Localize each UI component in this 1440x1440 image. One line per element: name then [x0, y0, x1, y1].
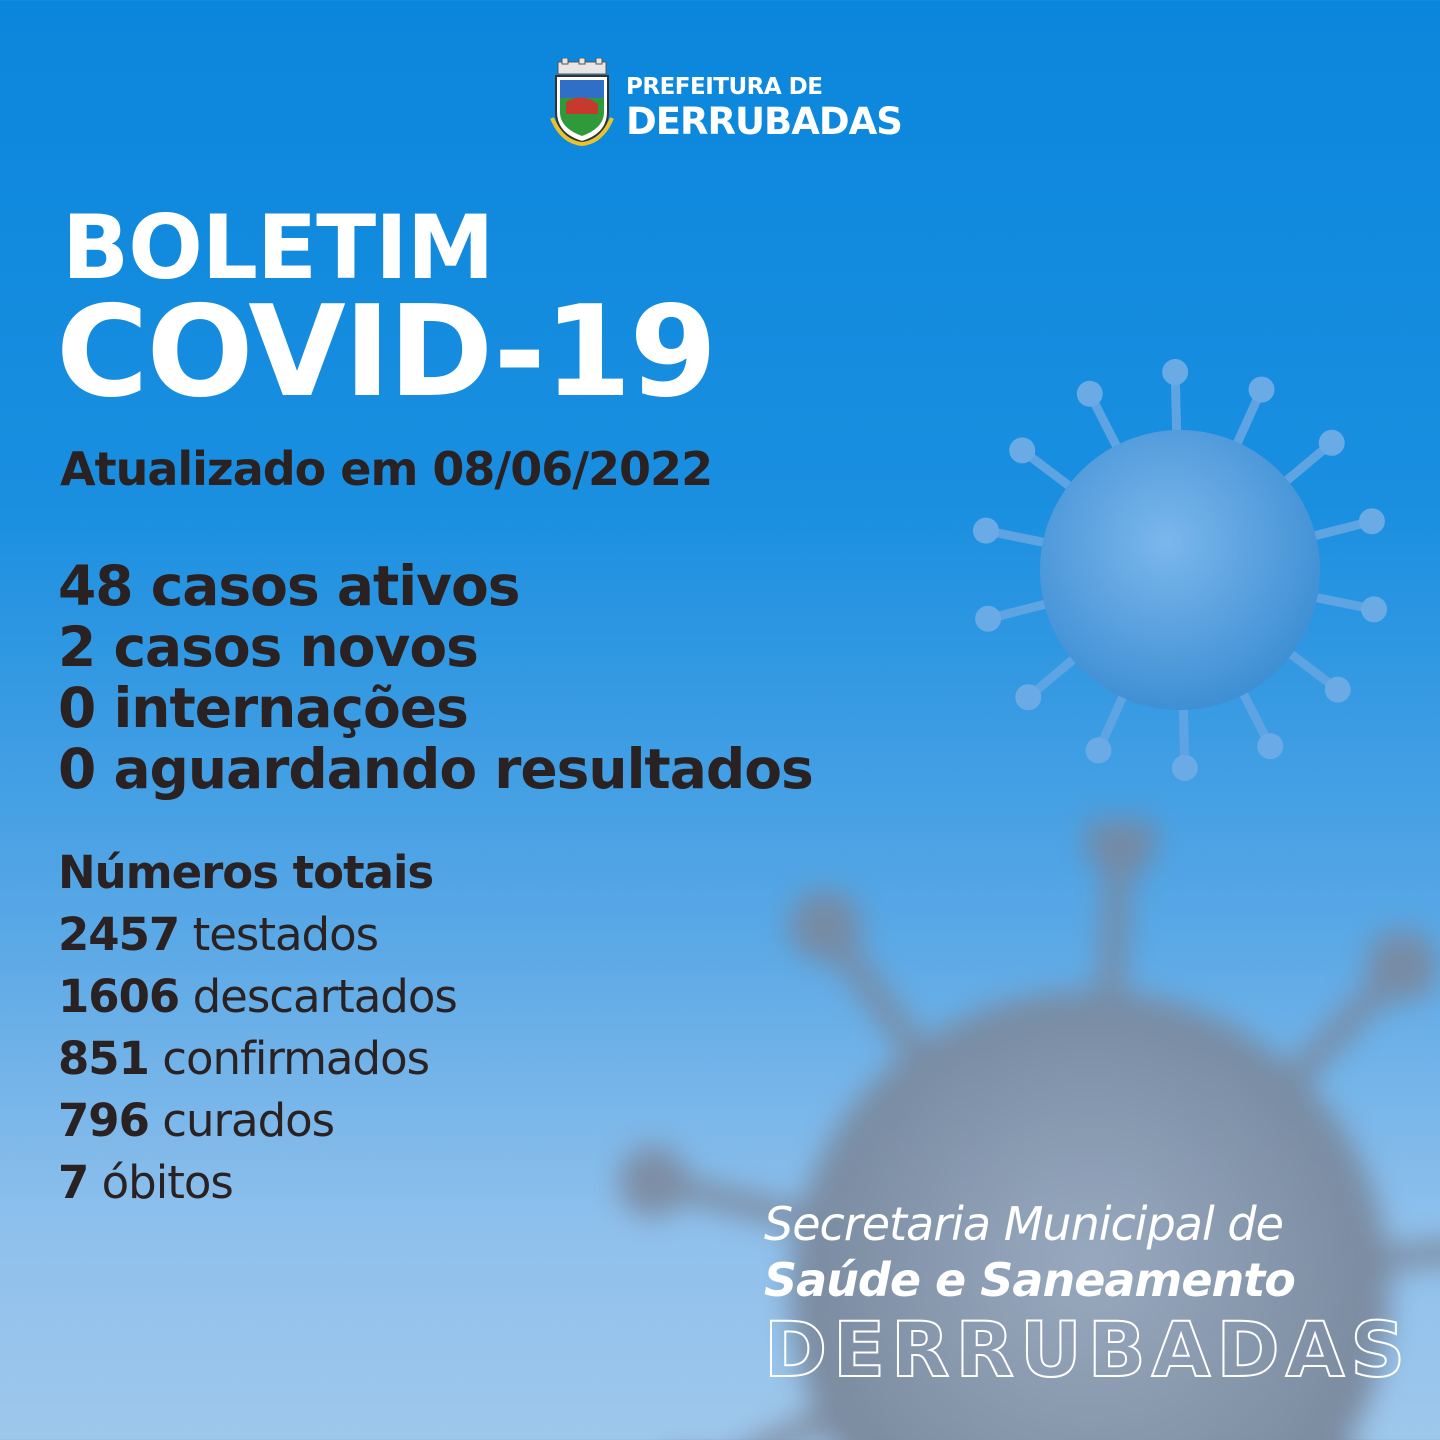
virus-spike-tip — [1325, 677, 1351, 703]
total-row — [58, 904, 457, 966]
virus-spike-tip — [1085, 737, 1111, 763]
total-label: descartados — [192, 970, 457, 1023]
total-row — [58, 966, 457, 1028]
prefeitura-logo — [548, 58, 908, 150]
updated-date: Atualizado em 08/06/2022 — [60, 442, 713, 496]
secretaria-signature — [764, 1196, 1412, 1394]
virus-spike-tip — [1319, 430, 1345, 456]
stat-label: aguardando resultados — [113, 737, 813, 801]
total-number: 7 — [58, 1156, 89, 1209]
stat-label: casos ativos — [150, 554, 520, 618]
logo-line-derrubadas: DERRUBADAS — [626, 100, 902, 143]
total-row — [58, 1090, 457, 1152]
virus-spike-tip — [1015, 684, 1041, 710]
virus-spike-tip — [1249, 377, 1275, 403]
total-label: confirmados — [162, 1032, 430, 1085]
total-row — [58, 1028, 457, 1090]
stat-row — [58, 617, 813, 678]
stat-number: 0 — [58, 737, 96, 801]
secretaria-line2: Saúde e Saneamento — [764, 1253, 1295, 1307]
total-label: testados — [192, 908, 379, 961]
stat-row — [58, 556, 813, 617]
totals-stats — [58, 842, 457, 1214]
stat-label: internações — [113, 676, 468, 740]
title-boletim: BOLETIM — [62, 196, 494, 299]
virus-spike-tip — [789, 890, 861, 962]
total-number: 1606 — [58, 970, 180, 1023]
total-number: 796 — [58, 1094, 149, 1147]
municipal-crest-icon — [548, 58, 616, 146]
virus-spike-tip — [1257, 733, 1283, 759]
virus-spike-tip — [1009, 437, 1035, 463]
stat-number: 0 — [58, 676, 96, 740]
secretaria-line3-outline: DERRUBADAS — [764, 1305, 1412, 1394]
stat-number: 48 — [58, 554, 133, 618]
logo-line-prefeitura: PREFEITURA DE — [626, 74, 823, 100]
total-number: 2457 — [58, 908, 180, 961]
stat-number: 2 — [58, 615, 96, 679]
virus-spike-tip — [1162, 359, 1188, 385]
virus-spike-tip — [620, 1146, 689, 1218]
totals-heading: Números totais — [58, 846, 434, 899]
current-stats — [58, 556, 813, 800]
total-row — [58, 1152, 457, 1214]
stat-row — [58, 678, 813, 739]
virus-illustration — [960, 350, 1400, 790]
total-label: óbitos — [101, 1156, 233, 1209]
virus-spike-tip — [1085, 820, 1157, 877]
total-label: curados — [162, 1094, 335, 1147]
stat-label: casos novos — [113, 615, 478, 679]
virus-spike-tip — [1077, 381, 1103, 407]
secretaria-line1: Secretaria Municipal de — [764, 1197, 1283, 1251]
stat-row — [58, 739, 813, 800]
virus-spike-tip — [973, 518, 999, 544]
virus-spike-tip — [1172, 755, 1198, 781]
virus-spike-tip — [1366, 930, 1438, 1002]
virus-spike — [686, 1417, 830, 1440]
title-covid: COVID-19 — [56, 278, 716, 425]
virus-spike-tip — [1359, 508, 1385, 534]
total-number: 851 — [58, 1032, 149, 1085]
virus-spike-tip — [1361, 596, 1387, 622]
virus-spike-tip — [975, 606, 1001, 632]
